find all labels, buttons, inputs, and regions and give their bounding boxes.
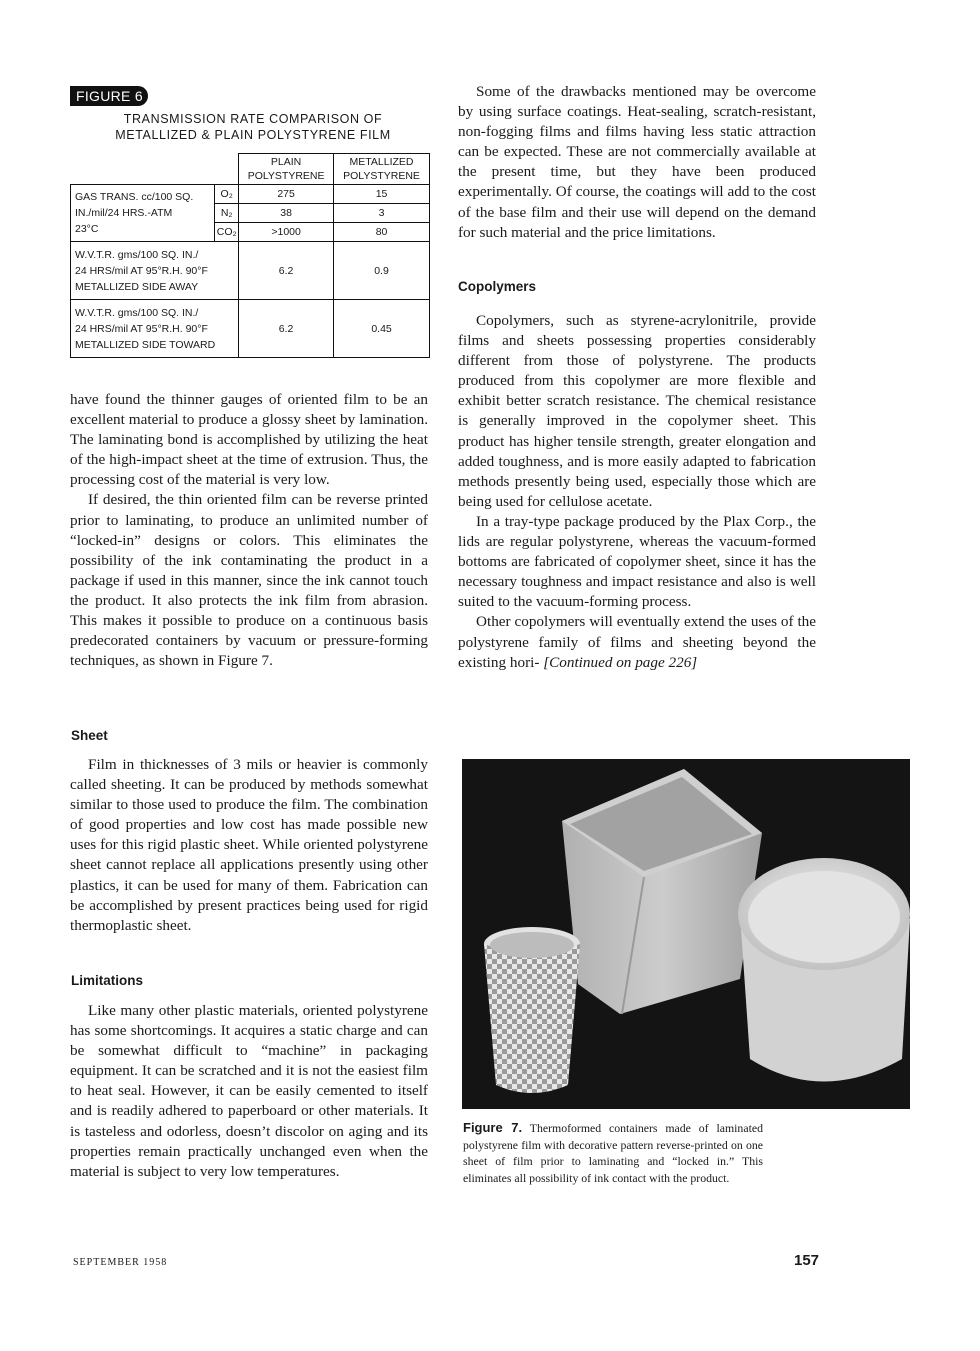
- figure-6-title-line1: TRANSMISSION RATE COMPARISON OF: [123, 112, 383, 126]
- heading-sheet: Sheet: [71, 728, 108, 743]
- cell-co2-plain: >1000: [239, 223, 334, 242]
- wvtr-side-toward-label: W.V.T.R. gms/100 SQ. IN./ 24 HRS/mil AT 95°R.H. 90°F METALLIZED SIDE TOWARD: [71, 300, 239, 358]
- gas-o2: O₂: [215, 185, 239, 204]
- paragraph: Other copolymers will eventually extend the uses of the polystyrene family of films and sheeting beyond the existing hori- [Continued on page 226]: [458, 613, 816, 671]
- cell-n2-plain: 38: [239, 204, 334, 223]
- paragraph: have found the thinner gauges of oriented film to be an excellent material to produce a glossy sheet by lamination. The laminating bond is accomplished by utilizing the heat of the high-impact sheet at the time of extrusion. Thus, the processing cost of the material is very low.: [70, 391, 428, 489]
- figure-6-badge: FIGURE 6: [70, 86, 148, 106]
- heading-limitations: Limitations: [71, 973, 144, 988]
- cell-n2-metal: 3: [334, 204, 430, 223]
- page-number: 157: [794, 1252, 820, 1269]
- paragraph: In a tray-type package produced by the Plax Corp., the lids are regular polystyrene, whereas the vacuum-formed bottoms are fabricated of copolymer sheet, since it has the necessary toughness and impact resistance and also is well suited to the vacuum-forming process.: [458, 512, 816, 611]
- cell-wvtr-toward-plain: 6.2: [239, 300, 334, 358]
- left-column-upper: [70, 390, 428, 671]
- paragraph: Some of the drawbacks mentioned may be overcome by using surface coatings. Heat-sealing, scratch-resistant, non-fogging films and films having less static attraction can be expected. These are not commercially available at the present time, but they have been produced experimentally. Of course, the coatings will add to the cost of the base film and their use will depend on the demand for such material and the price limitations.: [458, 83, 816, 241]
- cell-wvtr-away-plain: 6.2: [239, 242, 334, 300]
- right-column-copolymers: [458, 311, 816, 673]
- gas-co2: CO₂: [215, 223, 239, 242]
- header-metallized-polystyrene: METALLIZED POLYSTYRENE: [334, 154, 430, 185]
- figure-7-caption: [463, 1120, 763, 1186]
- paragraph: Copolymers, such as styrene-acrylonitrile, provide films and sheets possessing properties considerably different from those of polystyrene. The products produced from this copolymer are more flexible and exhibit better scratch resistance. The chemical resistance is generally improved in the copolymer sheet. This product has higher tensile strength, greater elongation and added toughness, and is more easily adapted to fabrication methods presently being used, especially those which are being used for cellulose acetate.: [458, 312, 816, 510]
- transmission-rate-table: [70, 153, 430, 358]
- heading-copolymers: Copolymers: [458, 279, 537, 294]
- figure-7-photo: [462, 759, 910, 1109]
- header-plain-polystyrene: PLAIN POLYSTYRENE: [239, 154, 334, 185]
- left-column-sheet: [70, 755, 428, 936]
- cell-o2-metal: 15: [334, 185, 430, 204]
- paragraph: Film in thicknesses of 3 mils or heavier is commonly called sheeting. It can be produced by methods somewhat similar to those used to produce the film. The combination of good properties and low cost has made possible new uses for this rigid plastic sheet. While oriented polystyrene sheet cannot replace all applications presently using other plastics, it can be used for many of them. Fabrication can be accomplished by present practices being used for rigid thermoplastic sheet.: [70, 756, 428, 934]
- right-column-upper: [458, 82, 816, 243]
- cell-co2-metal: 80: [334, 223, 430, 242]
- gas-transmission-label: GAS TRANS. cc/100 SQ. IN./mil/24 HRS.-ATM 23°C: [71, 185, 215, 242]
- thermoformed-containers-image: [462, 759, 910, 1109]
- left-column-limitations: [70, 1001, 428, 1182]
- cell-wvtr-away-metal: 0.9: [334, 242, 430, 300]
- wvtr-side-away-label: W.V.T.R. gms/100 SQ. IN./ 24 HRS/mil AT 95°R.H. 90°F METALLIZED SIDE AWAY: [71, 242, 239, 300]
- gas-n2: N₂: [215, 204, 239, 223]
- cell-o2-plain: 275: [239, 185, 334, 204]
- continued-note: [Continued on page 226]: [543, 653, 698, 671]
- figure-7-label: Figure 7.: [463, 1120, 523, 1135]
- paragraph: If desired, the thin oriented film can be reverse printed prior to laminating, to produce an unlimited number of “locked-in” designs or colors. This eliminates the possibility of the ink contaminating the product in a package if used in this manner, since the ink cannot touch the product. It also protects the ink film from abrasion. This makes it possible to produce on a continuous basis predecorated containers by vacuum or pressure-forming techniques, as shown in Figure 7.: [70, 491, 428, 670]
- figure-6-title-line2: METALLIZED & PLAIN POLYSTYRENE FILM: [115, 128, 391, 142]
- cell-wvtr-toward-metal: 0.45: [334, 300, 430, 358]
- paragraph: Like many other plastic materials, oriented polystyrene has some shortcomings. It acquires a static charge and can be somewhat difficult to “machine” in packaging equipment. It can be scratched and it is not the easiest film to heat seal. However, it can be easily cemented to itself and is readily adhered to paperboard or other materials. It is tasteless and odorless, doesn’t discolor on aging and its properties remain practically unchanged even when the material is subject to very low temperatures.: [70, 1002, 428, 1180]
- figure-7-caption-text: Thermoformed containers made of laminated polystyrene film with decorative pattern reverse-printed on one sheet of film prior to laminating and “locked in.” This eliminates all possibility of ink contact with the product.: [463, 1121, 763, 1185]
- footer-issue-date: SEPTEMBER 1958: [73, 1257, 168, 1268]
